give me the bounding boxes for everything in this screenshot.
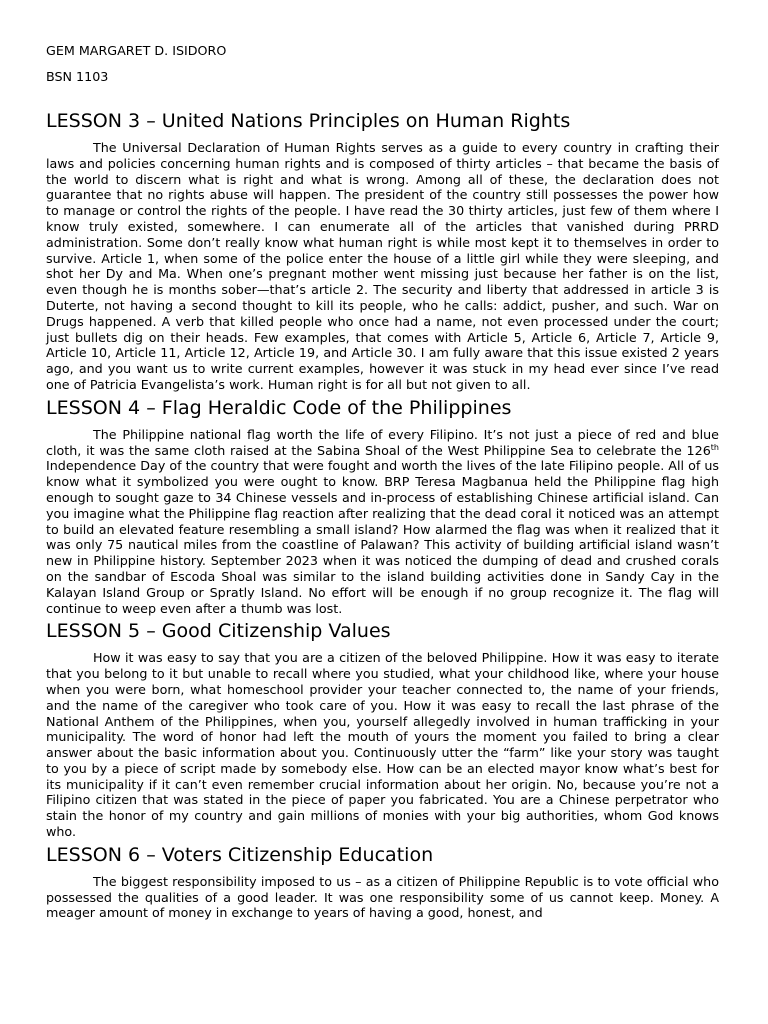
lesson-heading: LESSON 4 – Flag Heraldic Code of the Philippines: [46, 396, 512, 419]
paragraph-text: The Philippine national flag worth the life of every Filipino. It’s not just a piece of red and blue cloth, it was the same cloth raised at the Sabina Shoal of the West Philippine Sea to celebrate the 126: [46, 426, 719, 458]
lesson-4: [46, 396, 719, 617]
lesson-6: [46, 843, 719, 921]
lesson-5: [46, 622, 719, 840]
ordinal-suffix: th: [710, 442, 719, 452]
document-page: [46, 42, 719, 927]
lesson-3: [46, 112, 719, 393]
lesson-paragraph: The biggest responsibility imposed to us – as a citizen of Philippine Republic is to vote official who possessed the qualities of a good leader. It was one responsibility some of us cannot keep. Money. A meager amount of money in exchange to years of having a good, honest, and: [46, 873, 719, 921]
class-section: BSN 1103: [46, 69, 109, 84]
lesson-paragraph: The Universal Declaration of Human Rights serves as a guide to every country in crafting their laws and policies concerning human rights and is composed of thirty articles – that became the basis of the world to discern what is right and what is wrong. Among all of these, the declaration does not guarantee that no rights abuse will happen. The president of the country still possesses the power how to manage or control the rights of the people. I have read the 30 thirty articles, just few of them where I know truly existed, somewhere. I can enumerate all of the articles that vanished during PRRD administration. Some don’t really know what human right is while most kept it to themselves in order to survive. Article 1, when some of the police enter the house of a little girl while they were sleeping, and shot her Dy and Ma. When one’s pregnant mother went missing just because her father is on the list, even though he is months sober—that’s article 2. The security and liberty that addressed in article 3 is Duterte, not having a second thought to kill its people, who he calls: addict, pusher, and such. War on Drugs happened. A verb that killed people who once had a name, not even processed under the court; just bullets dig on their heads. Few examples, that comes with Article 5, Article 6, Article 7, Article 9, Article 10, Article 11, Article 12, Article 19, and Article 30. I am fully aware that this issue existed 2 years ago, and you want us to write current examples, however it was stuck in my head ever since I’ve read one of Patricia Evangelista’s work. Human right is for all but not given to all.: [46, 140, 719, 392]
lesson-heading: LESSON 5 – Good Citizenship Values: [46, 620, 391, 643]
paragraph-text: Independence Day of the country that were fought and worth the lives of the late Filipino people. All of us know what it symbolized you were ought to know. BRP Teresa Magbanua held the Philippine flag high enough to sought gaze to 34 Chinese vessels and in-process of establishing Chinese artificial island. Can you imagine what the Philippine flag reaction after realizing that the dead coral it noticed was an attempt to build an elevated feature resembling a small island? How alarmed the flag was when it realized that it was only 75 nautical miles from the coastline of Palawan? This activity of building artificial island wasn’t new in Philippine history. September 2023 when it was noticed the dumping of dead and crushed corals on the sandbar of Escoda Shoal was similar to the island building activities done in Sandy Cay in the Kalayan Island Group or Spratly Island. No effort will be enough if no group recognize it. The flag will continue to weep even after a thumb was lost.: [46, 458, 719, 616]
lesson-paragraph: How it was easy to say that you are a citizen of the beloved Philippine. How it was easy to iterate that you belong to it but unable to recall where you studied, what your childhood like, where your house when you were born, what homeschool provider your teacher connected to, the name of your friends, and the name of the caregiver who took care of you. How it was easy to recall the last phrase of the National Anthem of the Philippines, when you, yourself allegedly involved in human trafficking in your municipality. The word of honor had left the mouth of yours the moment you failed to bring a clear answer about the basic information about you. Continuously utter the “farm” like your story was taught to you by a piece of script made by somebody else. How can be an elected mayor know what’s best for its municipality if it can’t even remember crucial information about her origin. No, because you’re not a Filipino citizen that was stated in the piece of paper you fabricated. You are a Chinese perpetrator who stain the honor of my country and gain millions of monies with your big authorities, whom God knows who.: [46, 650, 719, 840]
lesson-heading: LESSON 6 – Voters Citizenship Education: [46, 843, 434, 866]
student-name: GEM MARGARET D. ISIDORO: [46, 43, 227, 58]
lesson-heading: LESSON 3 – United Nations Principles on Human Rights: [46, 110, 571, 132]
lesson-paragraph: [46, 427, 719, 617]
